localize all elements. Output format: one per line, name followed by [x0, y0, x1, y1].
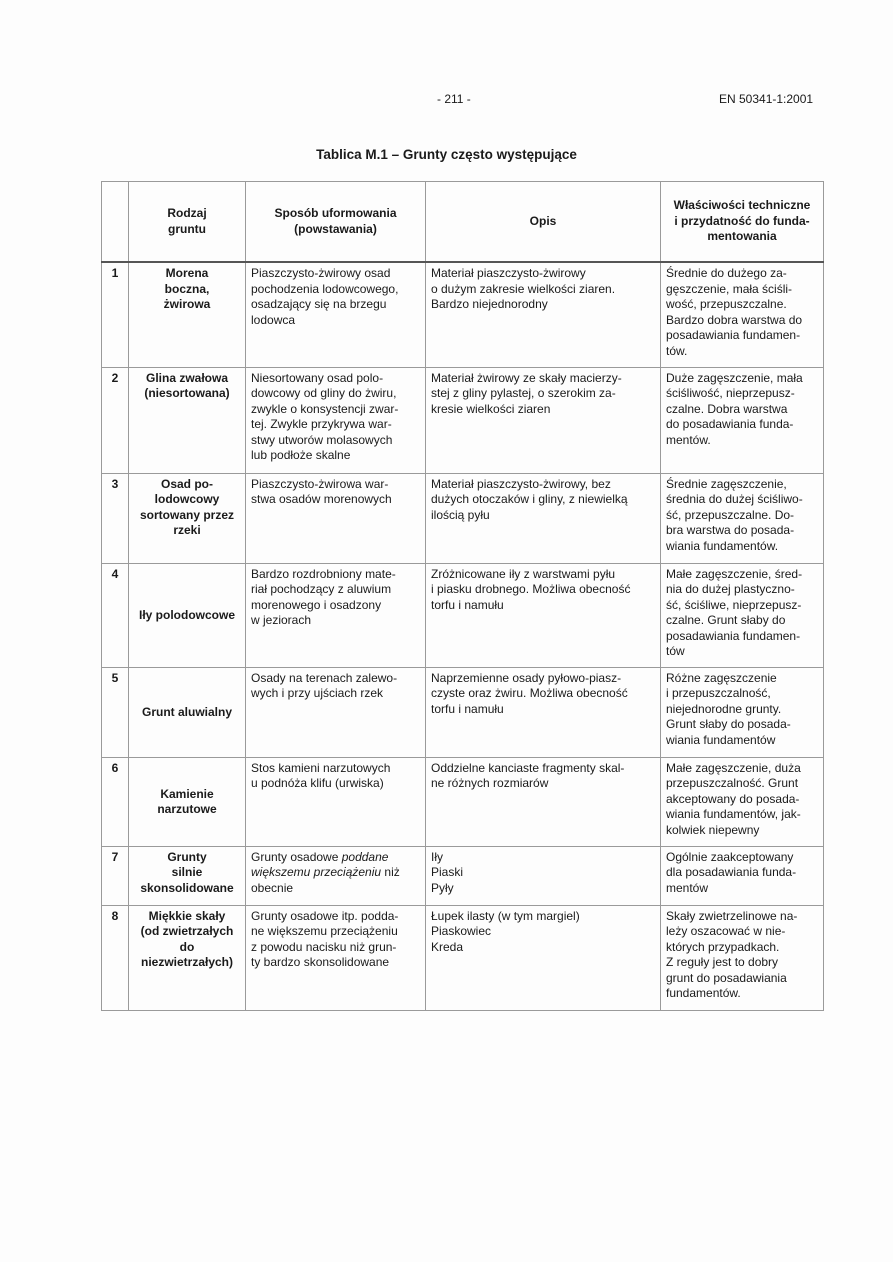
- header-line: gruntu: [168, 221, 206, 236]
- cell-line: Bardzo rozdrobniony mate-: [251, 566, 396, 581]
- cell-line: ilością pyłu: [431, 507, 490, 522]
- table-row: [102, 367, 824, 473]
- cell-line: tej. Zwykle przykrywa war-: [251, 417, 392, 431]
- cell-line: ne większemu przeciążeniu: [251, 924, 398, 938]
- description-cell: [426, 262, 661, 367]
- table-title: Tablica M.1 – Grunty często występujące: [316, 147, 577, 162]
- cell-line: rzeki: [173, 523, 201, 537]
- cell-line: nia do dużej plastyczno-: [666, 582, 795, 596]
- cell-line: tów.: [666, 343, 688, 358]
- soil-type-cell: [129, 367, 246, 473]
- cell-line: Małe zagęszczenie, duża: [666, 760, 801, 775]
- cell-line: Piaszczysto-żwirowa war-: [251, 476, 389, 491]
- cell-line: do posadawiania funda-: [666, 417, 794, 431]
- cell-line: zwykle o konsystencji zwar-: [251, 401, 399, 416]
- cell-line: u podnóża klifu (urwiska): [251, 776, 384, 790]
- soil-type-cell: [129, 667, 246, 757]
- row-number: 6: [102, 757, 129, 846]
- formation-cell: [246, 473, 426, 563]
- cell-line: Z reguły jest to dobry: [666, 955, 779, 969]
- header-line: (powstawania): [294, 221, 377, 236]
- header-line: i przydatność do funda-: [674, 213, 810, 228]
- cell-line: (od zwietrzałych: [140, 924, 234, 938]
- cell-line: których przypadkach.: [666, 939, 780, 954]
- cell-line: żwirowa: [163, 297, 211, 311]
- properties-cell: [661, 757, 824, 846]
- cell-line: lodowcowy: [154, 492, 220, 506]
- cell-line: Pyły: [431, 880, 454, 895]
- cell-line: mentów: [666, 880, 709, 895]
- cell-line: posadawiania fundamen-: [666, 328, 801, 342]
- cell-line: czalne. Grunt słaby do: [666, 613, 786, 627]
- cell-line: Grunt aluwialny: [141, 704, 232, 719]
- header-properties: [661, 182, 824, 263]
- cell-line: pochodzenia lodowcowego,: [251, 281, 399, 296]
- cell-line: Iły: [431, 849, 443, 864]
- header-soil-type: [129, 182, 246, 263]
- cell-line: niezwietrzałych): [140, 955, 234, 969]
- formation-cell: [246, 846, 426, 905]
- cell-line: stwy utworów molasowych: [251, 432, 393, 447]
- cell-line: Piaskowiec: [431, 924, 492, 938]
- cell-line: Piaski: [431, 865, 464, 879]
- cell-line: niejednorodne grunty.: [666, 701, 782, 716]
- soil-type-cell: [129, 262, 246, 367]
- cell-line: lub podłoże skalne: [251, 448, 351, 462]
- cell-line: dużych otoczaków i gliny, z niewielką: [431, 492, 628, 506]
- cell-line: ściśliwość, nieprzepusz-: [666, 386, 795, 400]
- cell-line: Ogólnie zaakceptowany: [666, 849, 794, 864]
- formation-cell: [246, 563, 426, 667]
- cell-line: Grunt słaby do posada-: [666, 717, 791, 731]
- document-id: EN 50341-1:2001: [719, 92, 814, 106]
- cell-line: dla posadawiania funda-: [666, 865, 797, 879]
- cell-line: narzutowe: [157, 802, 217, 816]
- cell-line: bra warstwa do posada-: [666, 523, 795, 537]
- formation-emphasis: poddane: [341, 849, 389, 864]
- cell-line: Grunty: [167, 849, 207, 864]
- cell-line: Różne zagęszczenie: [666, 670, 777, 685]
- cell-line: ść, przepuszczalne. Do-: [666, 507, 795, 522]
- cell-line: Materiał piaszczysto-żwirowy: [431, 266, 586, 280]
- properties-cell: [661, 905, 824, 1010]
- formation-cell: [246, 905, 426, 1010]
- cell-line: średnia do dużej ściśliwo-: [666, 492, 803, 506]
- cell-line: Glina zwałowa: [145, 370, 229, 385]
- cell-line: wiania fundamentów: [666, 732, 776, 747]
- formation-cell: [246, 757, 426, 846]
- cell-line: Naprzemienne osady pyłowo-piasz-: [431, 670, 622, 685]
- header-line: Właściwości techniczne: [673, 198, 811, 213]
- cell-line: osadzający się na brzegu: [251, 297, 387, 311]
- soil-type-cell: [129, 757, 246, 846]
- soil-type-cell: [129, 473, 246, 563]
- properties-cell: [661, 262, 824, 367]
- header-description: [426, 182, 661, 263]
- cell-line: akceptowany do posada-: [666, 791, 800, 806]
- properties-cell: [661, 846, 824, 905]
- header-line: mentowania: [707, 229, 777, 244]
- table-row: [102, 473, 824, 563]
- cell-line: Piaszczysto-żwirowy osad: [251, 266, 391, 280]
- cell-line: i przepuszczalność,: [666, 686, 771, 700]
- cell-line: (niesortowana): [144, 386, 230, 400]
- cell-line: do: [179, 939, 195, 954]
- cell-line: Niesortowany osad polo-: [251, 370, 384, 385]
- cell-line: gęszczenie, mała ściśli-: [666, 281, 793, 296]
- cell-line: Iły polodowcowe: [138, 607, 235, 622]
- row-number: 4: [102, 563, 129, 667]
- description-cell: [426, 757, 661, 846]
- cell-line: [251, 850, 420, 866]
- cell-line: Skały zwietrzelinowe na-: [666, 908, 798, 923]
- cell-line: morenowego i osadzony: [251, 597, 382, 612]
- cell-line: posadawiania fundamen-: [666, 628, 801, 643]
- cell-line: Grunty osadowe itp. podda-: [251, 908, 399, 923]
- table-row: [102, 563, 824, 667]
- page-number: - 211 -: [437, 92, 471, 106]
- description-cell: [426, 367, 661, 473]
- cell-line: Osady na terenach zalewo-: [251, 670, 398, 685]
- soil-type-cell: [129, 846, 246, 905]
- cell-line: ść, ściśliwe, nieprzepusz-: [666, 597, 802, 612]
- cell-line: skonsolidowane: [140, 880, 234, 895]
- table-row: [102, 757, 824, 846]
- description-cell: [426, 667, 661, 757]
- cell-line: stej z gliny pylastej, o szerokim za-: [431, 386, 616, 400]
- table-row: [102, 905, 824, 1010]
- cell-line: Duże zagęszczenie, mała: [666, 370, 803, 385]
- description-cell: [426, 473, 661, 563]
- cell-line: Miękkie skały: [148, 908, 226, 923]
- cell-line: obecnie: [251, 880, 294, 895]
- description-cell: [426, 563, 661, 667]
- cell-line: Bardzo niejednorodny: [431, 297, 548, 311]
- description-cell: [426, 846, 661, 905]
- cell-line: Łupek ilasty (w tym margiel): [431, 908, 580, 923]
- cell-line: Małe zagęszczenie, śred-: [666, 566, 803, 581]
- formation-text: Grunty osadowe: [251, 849, 342, 864]
- cell-line: silnie: [171, 865, 203, 879]
- formation-emphasis: większemu przeciążeniu: [251, 865, 382, 879]
- cell-line: Oddzielne kanciaste fragmenty skal-: [431, 760, 625, 775]
- row-number: 1: [102, 262, 129, 367]
- cell-line: ty bardzo skonsolidowane: [251, 955, 390, 969]
- cell-line: czyste oraz żwiru. Możliwa obecność: [431, 686, 628, 700]
- table-row: [102, 667, 824, 757]
- table-header-row: [102, 182, 824, 263]
- cell-line: czalne. Dobra warstwa: [666, 401, 788, 416]
- row-number: 5: [102, 667, 129, 757]
- header-formation: [246, 182, 426, 263]
- cell-line: kresie wielkości ziaren: [431, 401, 551, 416]
- table-row: [102, 846, 824, 905]
- formation-cell: [246, 667, 426, 757]
- formation-text: niż: [381, 865, 400, 879]
- cell-line: Średnie do dużego za-: [666, 266, 787, 280]
- cell-line: Materiał żwirowy ze skały macierzy-: [431, 370, 622, 385]
- cell-line: kolwiek niepewny: [666, 822, 760, 837]
- cell-line: wiania fundamentów.: [666, 538, 779, 553]
- cell-line: Średnie zagęszczenie,: [666, 476, 787, 491]
- cell-line: Zróżnicowane iły z warstwami pyłu: [431, 566, 616, 581]
- cell-line: i piasku drobnego. Możliwa obecność: [431, 582, 631, 596]
- cell-line: Stos kamieni narzutowych: [251, 760, 391, 775]
- cell-line: wiania fundamentów, jak-: [666, 807, 801, 821]
- cell-line: Kreda: [431, 939, 464, 954]
- cell-line: wość, przepuszczalne.: [666, 297, 787, 311]
- properties-cell: [661, 667, 824, 757]
- cell-line: przepuszczalność. Grunt: [666, 776, 799, 790]
- cell-line: leży oszacować w nie-: [666, 924, 786, 938]
- header-line: Sposób uformowania: [274, 206, 397, 220]
- cell-line: wych i przy ujściach rzek: [251, 686, 384, 700]
- cell-line: Bardzo dobra warstwa do: [666, 312, 803, 327]
- soil-type-cell: [129, 905, 246, 1010]
- formation-cell: [246, 262, 426, 367]
- cell-line: o dużym zakresie wielkości ziaren.: [431, 281, 616, 296]
- row-number: 8: [102, 905, 129, 1010]
- cell-line: mentów.: [666, 432, 711, 447]
- properties-cell: [661, 367, 824, 473]
- cell-line: fundamentów.: [666, 986, 741, 1000]
- cell-line: [251, 865, 420, 881]
- header-line: Opis: [529, 213, 557, 228]
- cell-line: tów: [666, 644, 685, 658]
- properties-cell: [661, 563, 824, 667]
- properties-cell: [661, 473, 824, 563]
- cell-line: w jeziorach: [251, 613, 312, 627]
- cell-line: lodowca: [251, 312, 296, 327]
- cell-line: stwa osadów morenowych: [251, 492, 392, 506]
- row-number: 7: [102, 846, 129, 905]
- cell-line: boczna,: [164, 281, 210, 296]
- description-cell: [426, 905, 661, 1010]
- header-line: Rodzaj: [167, 206, 207, 220]
- table-row: [102, 262, 824, 367]
- cell-line: Morena: [165, 266, 209, 280]
- cell-line: Osad po-: [160, 476, 213, 491]
- formation-cell: [246, 367, 426, 473]
- cell-line: Materiał piaszczysto-żwirowy, bez: [431, 476, 611, 491]
- cell-line: Kamienie: [160, 786, 214, 801]
- cell-line: sortowany przez: [139, 507, 235, 522]
- row-number: 3: [102, 473, 129, 563]
- cell-line: dowcowy od gliny do żwiru,: [251, 386, 397, 400]
- cell-line: z powodu nacisku niż grun-: [251, 939, 397, 954]
- cell-line: ne różnych rozmiarów: [431, 776, 549, 790]
- cell-line: torfu i namułu: [431, 597, 504, 612]
- header-no: [102, 182, 129, 263]
- cell-line: grunt do posadawiania: [666, 970, 787, 985]
- cell-line: torfu i namułu: [431, 701, 504, 716]
- cell-line: riał pochodzący z aluwium: [251, 582, 392, 596]
- row-number: 2: [102, 367, 129, 473]
- soil-type-cell: [129, 563, 246, 667]
- soil-types-table: [101, 181, 824, 1011]
